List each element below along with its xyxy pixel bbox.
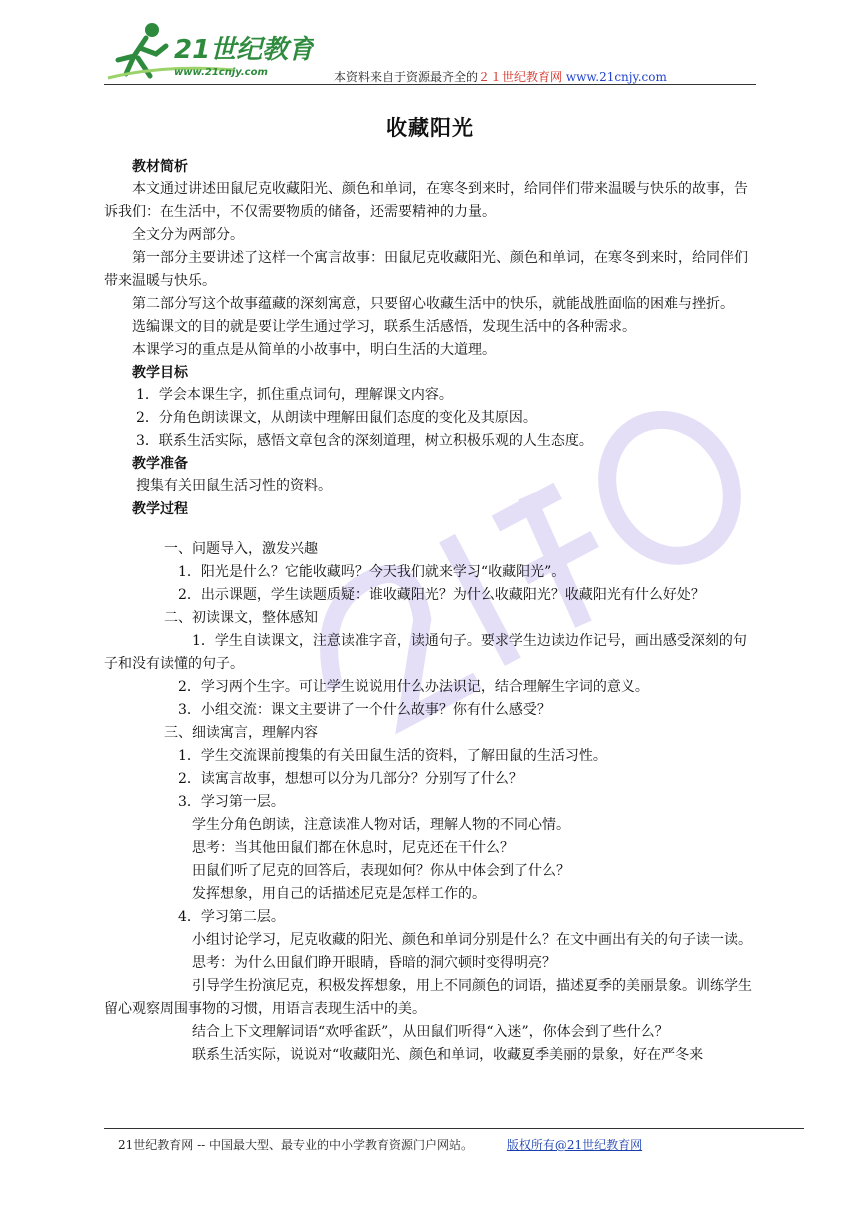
paragraph: 引导学生扮演尼克，积极发挥想象，用上不同颜色的词语，描述夏季的美丽景象。训练学生留心观察周围事物的习惯，用语言表现生活中的美。 bbox=[104, 978, 752, 1017]
list-item: 1．学会本课生字，抓住重点词句，理解课文内容。 bbox=[136, 387, 453, 403]
paragraph: 发挥想象，用自己的话描述尼克是怎样工作的。 bbox=[192, 886, 486, 902]
header-note-prefix: 本资料来自于资源最齐全的 bbox=[334, 70, 479, 84]
list-item: 2．读寓言故事，想想可以分为几部分？分别写了什么？ bbox=[178, 771, 523, 787]
paragraph: 联系生活实际，说说对“收藏阳光、颜色和单词，收藏夏季美丽的景象，好在严冬来 bbox=[192, 1047, 704, 1063]
list-item: 1．学生交流课前搜集的有关田鼠生活的资料，了解田鼠的生活习性。 bbox=[178, 748, 607, 764]
header-site-url[interactable]: www.21cnjy.com bbox=[565, 70, 667, 84]
paragraph: 搜集有关田鼠生活习性的资料。 bbox=[136, 478, 332, 494]
paragraph: 本课学习的重点是从简单的小故事中，明白生活的大道理。 bbox=[132, 342, 496, 358]
section-heading-goals: 教学目标 bbox=[132, 365, 188, 381]
list-item: 1．学生自读课文，注意读准字音，读通句子。要求学生边读边作记号，画出感受深刻的句子和没有读懂的句子。 bbox=[104, 633, 747, 672]
header-divider bbox=[104, 84, 756, 85]
document-body bbox=[104, 112, 756, 1067]
paragraph: 结合上下文理解词语“欢呼雀跃”，从田鼠们听得“入迷”，你体会到了些什么？ bbox=[192, 1024, 669, 1040]
page-footer bbox=[118, 1136, 642, 1153]
header-note bbox=[334, 68, 667, 85]
list-item: 1．阳光是什么？它能收藏吗？今天我们就来学习“收藏阳光”。 bbox=[178, 564, 566, 580]
footer-text: 21世纪教育网 -- 中国最大型、最专业的中小学教育资源门户网站。 bbox=[118, 1138, 474, 1152]
list-item: 3．小组交流：课文主要讲了一个什么故事？你有什么感受？ bbox=[178, 702, 551, 718]
footer-copyright-link[interactable]: 版权所有@21世纪教育网 bbox=[506, 1138, 643, 1152]
paragraph: 思考：为什么田鼠们睁开眼睛，昏暗的洞穴顿时变得明亮？ bbox=[192, 955, 556, 971]
paragraph: 本文通过讲述田鼠尼克收藏阳光、颜色和单词，在寒冬到来时，给同伴们带来温暖与快乐的故事，告诉我们：在生活中，不仅需要物质的储备，还需要精神的力量。 bbox=[104, 181, 748, 220]
subsection-heading: 三、细读寓言，理解内容 bbox=[164, 725, 318, 741]
paragraph: 选编课文的目的就是要让学生通过学习，联系生活感悟，发现生活中的各种需求。 bbox=[132, 319, 636, 335]
svg-text:www.21cnjy.com: www.21cnjy.com bbox=[174, 67, 268, 78]
list-item: 2．出示课题，学生读题质疑：谁收藏阳光？为什么收藏阳光？收藏阳光有什么好处？ bbox=[178, 587, 705, 603]
section-heading-preparation: 教学准备 bbox=[132, 456, 188, 472]
list-item: 3．学习第一层。 bbox=[178, 794, 285, 810]
header-site-name[interactable]: ２１世纪教育网 bbox=[478, 70, 563, 84]
subsection-heading: 一、问题导入，激发兴趣 bbox=[164, 541, 318, 557]
paragraph: 思考：当其他田鼠们都在休息时，尼克还在干什么？ bbox=[192, 840, 514, 856]
list-item: 2．学习两个生字。可让学生说说用什么办法识记，结合理解生字词的意义。 bbox=[178, 679, 649, 695]
paragraph: 第二部分写这个故事蕴藏的深刻寓意，只要留心收藏生活中的快乐，就能战胜面临的困难与挫折。 bbox=[132, 296, 734, 312]
list-item: 4．学习第二层。 bbox=[178, 909, 285, 925]
subsection-heading: 二、初读课文，整体感知 bbox=[164, 610, 318, 626]
paragraph: 田鼠们听了尼克的回答后，表现如何？你从中体会到了什么？ bbox=[192, 863, 570, 879]
document-title: 收藏阳光 bbox=[386, 116, 474, 140]
svg-text:21世纪教育: 21世纪教育 bbox=[174, 35, 314, 65]
section-heading-analysis: 教材简析 bbox=[132, 159, 188, 175]
paragraph: 小组讨论学习，尼克收藏的阳光、颜色和单词分别是什么？在文中画出有关的句子读一读。 bbox=[192, 932, 752, 948]
paragraph: 第一部分主要讲述了这样一个寓言故事：田鼠尼克收藏阳光、颜色和单词，在寒冬到来时，给同伴们带来温暖与快乐。 bbox=[104, 250, 748, 289]
paragraph: 学生分角色朗读，注意读准人物对话，理解人物的不同心情。 bbox=[192, 817, 570, 833]
footer-divider bbox=[104, 1128, 804, 1129]
site-logo bbox=[104, 20, 314, 84]
list-item: 3．联系生活实际，感悟文章包含的深刻道理，树立积极乐观的人生态度。 bbox=[136, 433, 593, 449]
section-heading-process: 教学过程 bbox=[132, 501, 188, 517]
list-item: 2．分角色朗读课文，从朗读中理解田鼠们态度的变化及其原因。 bbox=[136, 410, 537, 426]
page-header bbox=[104, 20, 756, 86]
paragraph: 全文分为两部分。 bbox=[132, 227, 244, 243]
